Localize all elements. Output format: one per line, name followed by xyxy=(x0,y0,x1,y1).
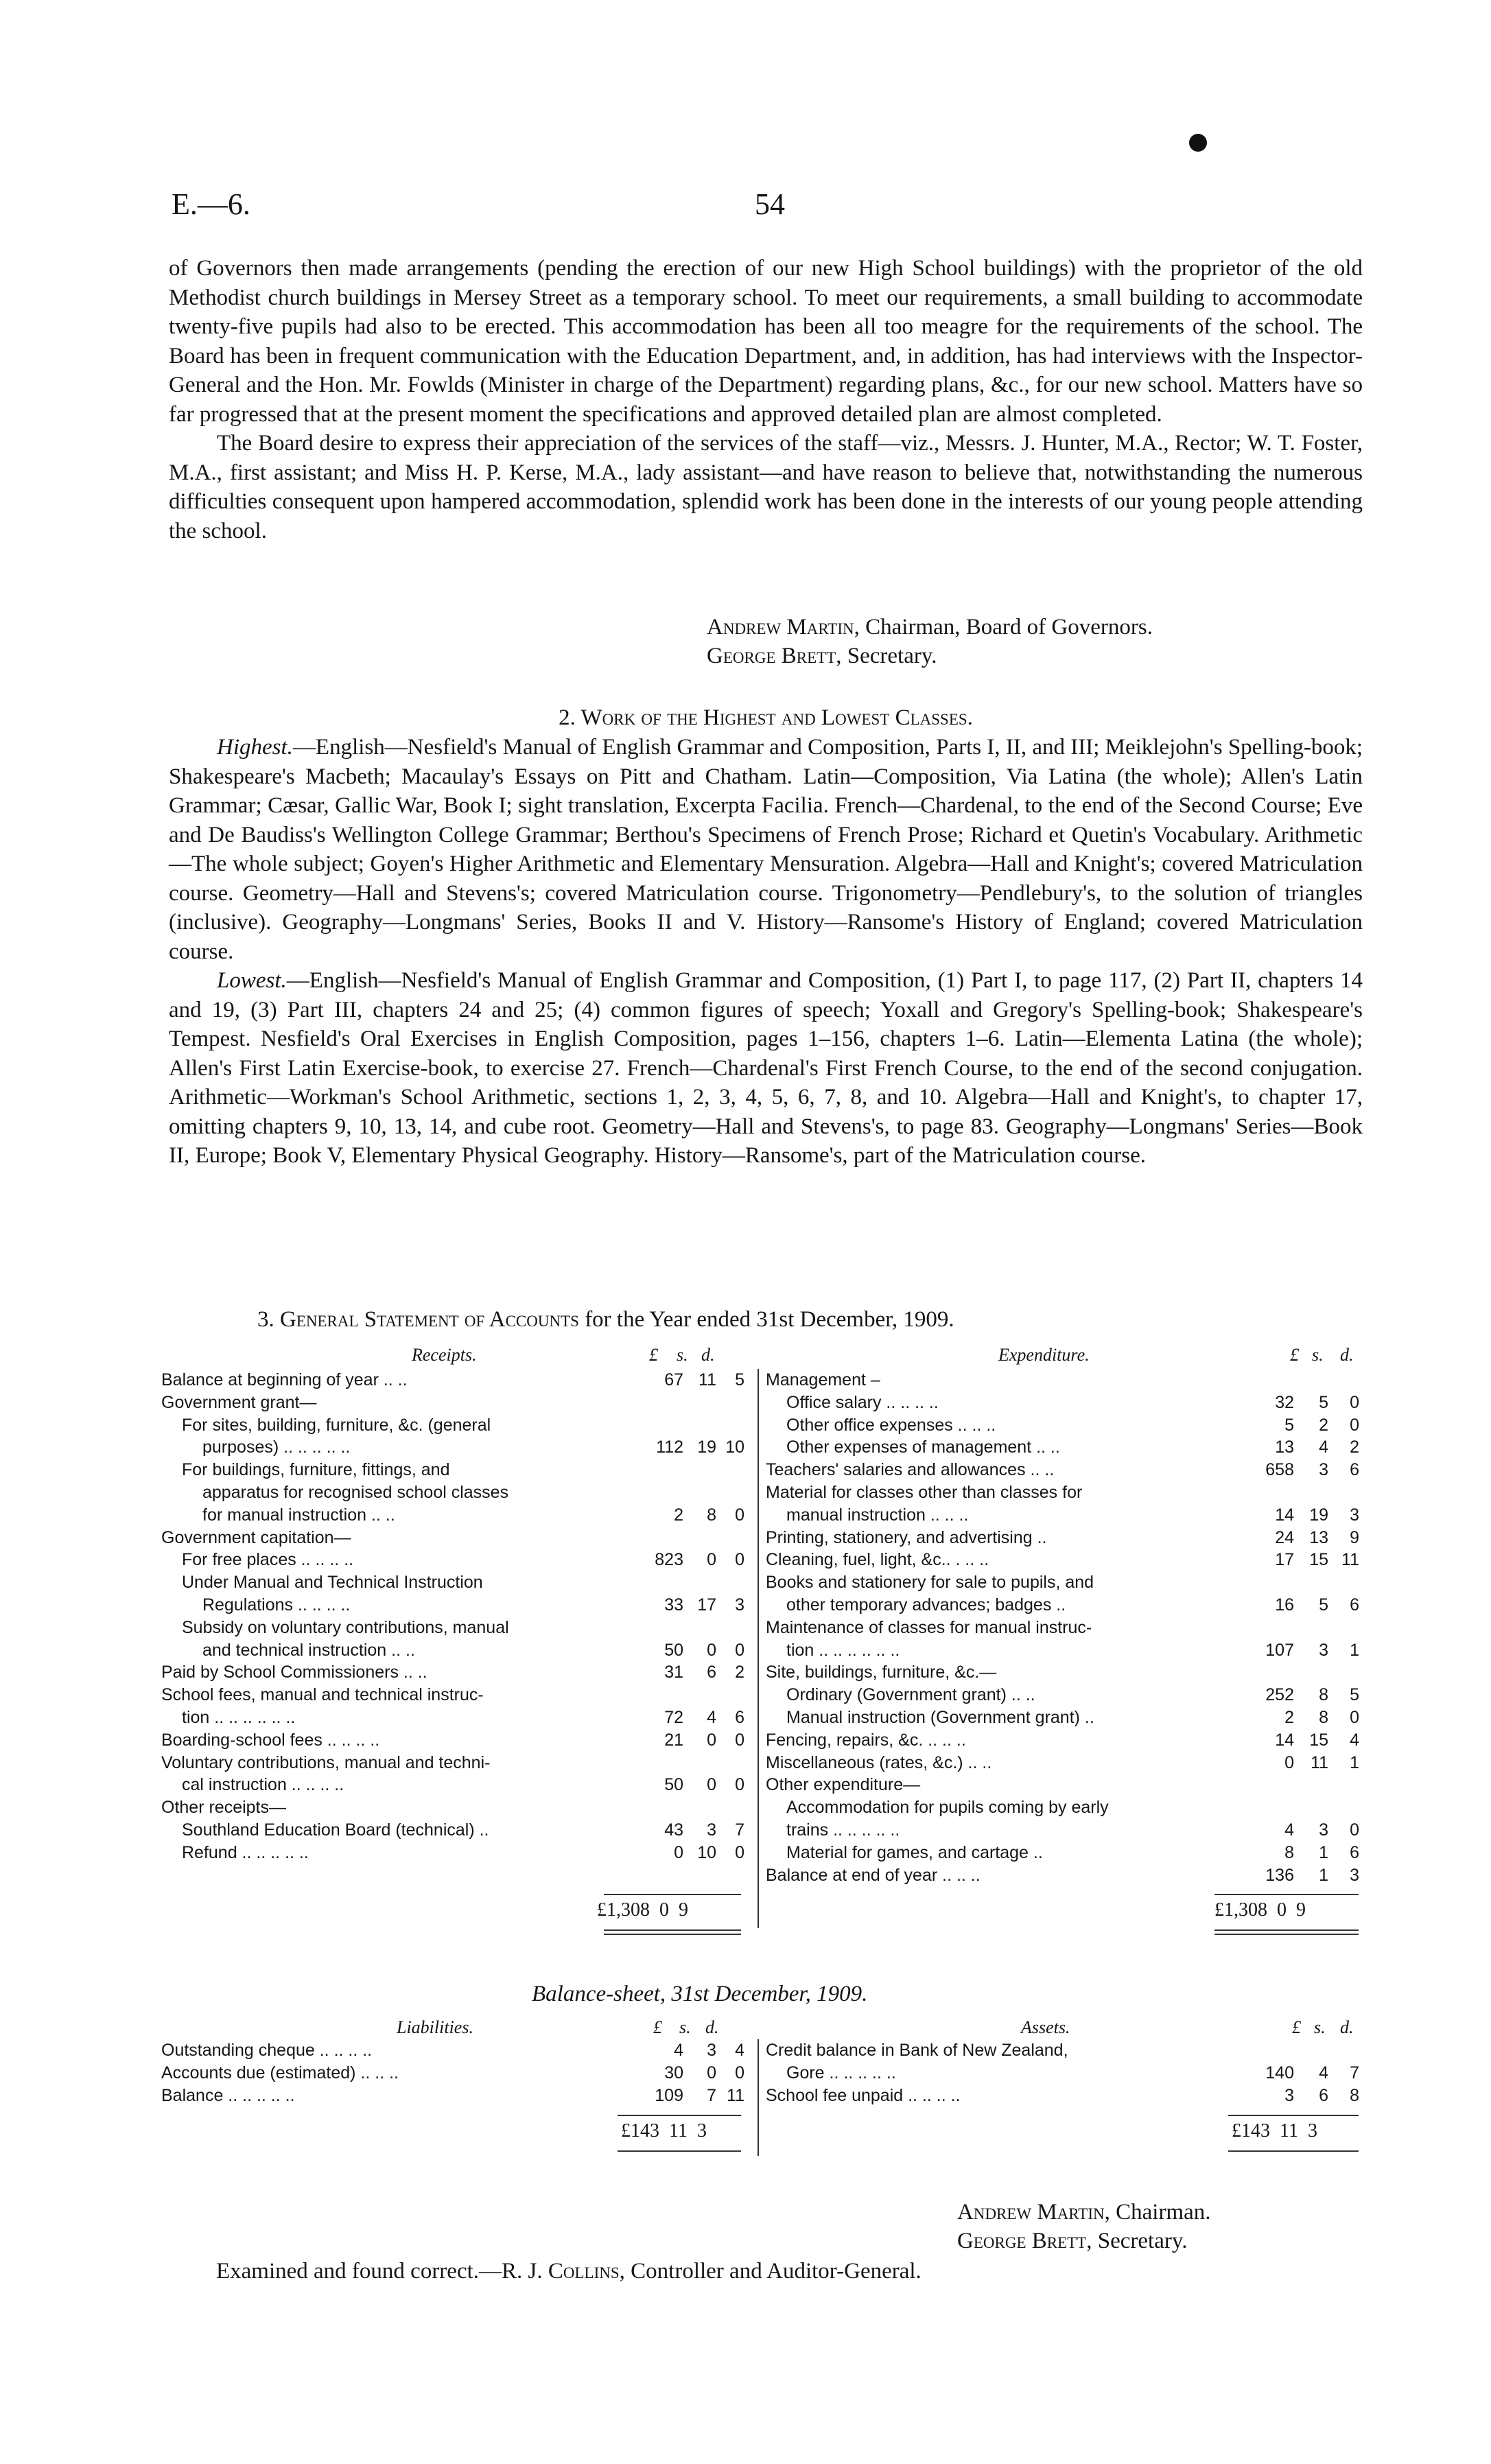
document-reference: E.—6. xyxy=(172,187,250,221)
paragraph-staff: The Board desire to express their appreciation of the services of the staff—viz., Messrs. J. Hunter, M.A., Rector; W. T. Foster, M.A., first assistant; and Miss H. P. Kerse, M.A., lady assistant—and have reason to believe that, notwithstanding the numerous difficulties consequent upon hampered accommodation, splendid work has been done in the interests of our young people attending the school. xyxy=(169,431,1363,543)
amount-s: 5 xyxy=(1319,1595,1328,1615)
table-row xyxy=(161,1459,748,1481)
amount-l: 3 xyxy=(1284,2085,1294,2105)
table-row xyxy=(161,1684,748,1706)
amount-d: 4 xyxy=(735,2041,744,2060)
amount-d: 5 xyxy=(1350,1685,1359,1705)
amount-s: 11 xyxy=(698,1370,716,1389)
row-label: Office salary .. .. .. .. xyxy=(786,1392,939,1412)
amount-s: 0 xyxy=(707,1640,716,1660)
amount-s: 0 xyxy=(707,1775,716,1795)
amount-l: 72 xyxy=(664,1707,683,1727)
amount-s: 15 xyxy=(1309,1550,1328,1570)
amount-d: 0 xyxy=(735,1505,744,1525)
amount-d: 6 xyxy=(1350,1842,1359,1862)
row-label: Balance .. .. .. .. .. xyxy=(161,2085,295,2105)
amount-d: 2 xyxy=(1350,1438,1359,1457)
amount-s: 5 xyxy=(1319,1392,1328,1412)
row-label: Balance at end of year .. .. .. xyxy=(766,1865,981,1885)
table-row xyxy=(766,1639,1363,1662)
section-2-heading: 2. Work of the Highest and Lowest Classes. xyxy=(559,705,973,730)
table-row xyxy=(766,1729,1363,1752)
row-label: Gore .. .. .. .. .. xyxy=(786,2063,896,2082)
table-row xyxy=(161,1594,748,1617)
table-row xyxy=(766,1774,1363,1796)
amount-l: 2 xyxy=(674,1505,683,1525)
amount-d: 8 xyxy=(1350,2085,1359,2105)
liab-col-pounds: £ xyxy=(653,2017,662,2037)
row-label: Credit balance in Bank of New Zealand, xyxy=(766,2041,1068,2060)
liab-col-pence: d. xyxy=(705,2017,719,2037)
accounts-heading: 3. General Statement of Accounts for the Year ended 31st December, 1909. xyxy=(257,1307,954,1332)
table-row xyxy=(766,1684,1363,1706)
amount-l: 16 xyxy=(1275,1595,1294,1615)
amount-s: 3 xyxy=(707,2041,716,2060)
amount-l: 24 xyxy=(1275,1527,1294,1547)
amount-l: 43 xyxy=(664,1820,683,1840)
amount-l: 252 xyxy=(1265,1685,1294,1705)
amount-d: 1 xyxy=(1350,1640,1359,1660)
amount-l: 17 xyxy=(1275,1550,1294,1570)
amount-s: 4 xyxy=(707,1707,716,1727)
receipts-heading: Receipts. xyxy=(412,1345,477,1365)
row-label: Site, buildings, furniture, &c.— xyxy=(766,1663,997,1682)
row-label: Paid by School Commissioners .. .. xyxy=(161,1663,427,1682)
amount-d: 5 xyxy=(735,1370,744,1389)
table-row xyxy=(161,1842,748,1864)
row-label: Miscellaneous (rates, &c.) .. .. xyxy=(766,1752,992,1772)
lowest-paragraph xyxy=(169,966,1363,1171)
amount-l: 50 xyxy=(664,1640,683,1660)
amount-s: 4 xyxy=(1319,1438,1328,1457)
amount-d: 11 xyxy=(727,2085,744,2105)
amount-s: 19 xyxy=(1309,1505,1328,1525)
signature-block-1 xyxy=(707,613,1153,670)
table-row xyxy=(766,1527,1363,1549)
row-label: Teachers' salaries and allowances .. .. xyxy=(766,1460,1055,1480)
table-row xyxy=(766,1549,1363,1571)
row-label: cal instruction .. .. .. .. xyxy=(182,1775,344,1795)
lowest-label: Lowest. xyxy=(217,968,287,993)
amount-l: 14 xyxy=(1275,1730,1294,1750)
amount-l: 136 xyxy=(1265,1865,1294,1885)
liabilities-heading: Liabilities. xyxy=(397,2017,473,2037)
printer-mark xyxy=(1189,134,1207,152)
receipts-col-pence: d. xyxy=(701,1345,715,1365)
chairman-title: , Chairman, Board of Governors. xyxy=(854,615,1153,640)
expenditure-heading: Expenditure. xyxy=(998,1345,1090,1365)
liabilities-table xyxy=(161,2039,748,2107)
amount-s: 19 xyxy=(697,1438,716,1457)
table-row xyxy=(161,2085,748,2107)
amount-d: 6 xyxy=(1350,1460,1359,1480)
liabilities-total: £143 11 3 xyxy=(621,2120,707,2142)
table-row xyxy=(161,1369,748,1392)
amount-s: 15 xyxy=(1309,1730,1328,1750)
amount-s: 13 xyxy=(1309,1527,1328,1547)
row-label: other temporary advances; badges .. xyxy=(786,1595,1066,1615)
amount-d: 4 xyxy=(1350,1730,1359,1750)
row-label: Maintenance of classes for manual instruc- xyxy=(766,1617,1092,1637)
table-row xyxy=(766,1661,1363,1684)
assets-heading: Assets. xyxy=(1021,2017,1070,2037)
amount-d: 11 xyxy=(1341,1550,1359,1570)
receipts-table xyxy=(161,1369,748,1864)
table-row xyxy=(161,1639,748,1662)
amount-d: 10 xyxy=(725,1438,744,1457)
amount-s: 1 xyxy=(1319,1865,1328,1885)
paragraph-governors: of Governors then made arrangements (pending the erection of our new High School buildings) with the proprietor of the old Methodist church buildings in Mersey Street as a temporary school. To meet our requirements, a small building to accommodate twenty-five pupils had also to be erected. This accommodation has been all too meagre for the requirements of the school. The Board has been in frequent communication with the Education Department, and, in addition, has had interviews with the Inspector-General and the Hon. Mr. Fowlds (Minister in charge of the Department) regarding plans, &c., for our new school. Matters have so far progressed that at the present moment the specifications and approved detailed plan are almost completed. xyxy=(169,256,1363,427)
amount-d: 6 xyxy=(735,1707,744,1727)
table-row xyxy=(161,1661,748,1684)
amount-s: 3 xyxy=(1319,1820,1328,1840)
amount-d: 0 xyxy=(735,1842,744,1862)
table-row xyxy=(766,1752,1363,1774)
table-row xyxy=(766,2039,1363,2062)
table-row xyxy=(766,1436,1363,1459)
row-label: Other expenses of management .. .. xyxy=(786,1438,1060,1457)
amount-s: 3 xyxy=(1319,1640,1328,1660)
table-row xyxy=(161,1617,748,1639)
highest-label: Highest. xyxy=(217,735,293,760)
amount-s: 0 xyxy=(707,1550,716,1570)
row-label: School fees, manual and technical instruc- xyxy=(161,1685,484,1705)
amount-s: 0 xyxy=(707,2063,716,2082)
assets-col-pounds: £ xyxy=(1292,2017,1301,2037)
table-row xyxy=(766,1504,1363,1527)
amount-s: 7 xyxy=(707,2085,716,2105)
row-label: trains .. .. .. .. .. xyxy=(786,1820,900,1840)
amount-l: 32 xyxy=(1275,1392,1294,1412)
amount-l: 30 xyxy=(664,2063,683,2082)
table-row xyxy=(766,1414,1363,1437)
table-row xyxy=(161,1549,748,1571)
receipts-col-shillings: s. xyxy=(677,1345,688,1365)
table-row xyxy=(161,1436,748,1459)
classes-text xyxy=(169,733,1363,1171)
highest-paragraph xyxy=(169,733,1363,966)
table-row xyxy=(766,1459,1363,1481)
amount-l: 50 xyxy=(664,1775,683,1795)
row-label: For buildings, furniture, fittings, and xyxy=(182,1460,450,1480)
amount-d: 9 xyxy=(1350,1527,1359,1547)
table-row xyxy=(766,1617,1363,1639)
amount-s: 8 xyxy=(1319,1707,1328,1727)
amount-s: 17 xyxy=(697,1595,716,1615)
amount-s: 6 xyxy=(707,1663,716,1682)
row-label: Accounts due (estimated) .. .. .. xyxy=(161,2063,399,2082)
table-row xyxy=(161,1571,748,1594)
balance-sheet-heading: Balance-sheet, 31st December, 1909. xyxy=(532,1982,868,2006)
amount-d: 0 xyxy=(735,1550,744,1570)
amount-d: 0 xyxy=(1350,1392,1359,1412)
expenditure-col-shillings: s. xyxy=(1312,1345,1324,1365)
expenditure-col-pounds: £ xyxy=(1290,1345,1299,1365)
table-row xyxy=(766,1796,1363,1819)
row-label: Books and stationery for sale to pupils, and xyxy=(766,1573,1094,1593)
amount-d: 2 xyxy=(735,1663,744,1682)
amount-l: 4 xyxy=(1284,1820,1294,1840)
row-label: Accommodation for pupils coming by early xyxy=(786,1798,1109,1818)
amount-s: 1 xyxy=(1319,1842,1328,1862)
amount-d: 3 xyxy=(1350,1505,1359,1525)
amount-s: 0 xyxy=(707,1730,716,1750)
row-label: apparatus for recognised school classes xyxy=(202,1482,509,1502)
assets-col-shillings: s. xyxy=(1314,2017,1326,2037)
amount-l: 0 xyxy=(1284,1752,1294,1772)
amount-d: 0 xyxy=(1350,1415,1359,1435)
amount-l: 0 xyxy=(674,1842,683,1862)
table-row xyxy=(766,1594,1363,1617)
secretary-name: George Brett xyxy=(707,644,836,668)
table-row xyxy=(766,2085,1363,2107)
row-label: Other office expenses .. .. .. xyxy=(786,1415,996,1435)
body-text xyxy=(169,254,1363,545)
receipts-total: £1,308 0 9 xyxy=(597,1899,688,1921)
amount-s: 3 xyxy=(1319,1460,1328,1480)
table-row xyxy=(161,1796,748,1819)
row-label: Cleaning, fuel, light, &c.. . .. .. xyxy=(766,1550,989,1570)
table-row xyxy=(161,1774,748,1796)
row-label: Refund .. .. .. .. .. xyxy=(182,1842,309,1862)
chairman-name: Andrew Martin xyxy=(707,615,854,640)
row-label: Management – xyxy=(766,1370,880,1389)
amount-d: 0 xyxy=(735,1775,744,1795)
liab-col-shillings: s. xyxy=(679,2017,691,2037)
amount-s: 8 xyxy=(707,1505,716,1525)
row-label: Voluntary contributions, manual and techni- xyxy=(161,1752,491,1772)
row-label: Material for classes other than classes for xyxy=(766,1482,1083,1502)
amount-s: 11 xyxy=(1311,1752,1328,1772)
amount-l: 13 xyxy=(1275,1438,1294,1457)
table-row xyxy=(766,1864,1363,1887)
row-label: Other expenditure— xyxy=(766,1775,921,1795)
amount-d: 0 xyxy=(735,1640,744,1660)
amount-d: 0 xyxy=(735,2063,744,2082)
row-label: and technical instruction .. .. xyxy=(202,1640,415,1660)
assets-col-pence: d. xyxy=(1340,2017,1354,2037)
row-label: For free places .. .. .. .. xyxy=(182,1550,354,1570)
amount-l: 112 xyxy=(656,1438,683,1457)
amount-l: 107 xyxy=(1265,1640,1294,1660)
amount-d: 1 xyxy=(1350,1752,1359,1772)
amount-s: 3 xyxy=(707,1820,716,1840)
amount-l: 109 xyxy=(655,2085,683,2105)
amount-l: 33 xyxy=(664,1595,683,1615)
row-label: Manual instruction (Government grant) .. xyxy=(786,1707,1094,1727)
amount-d: 7 xyxy=(1350,2063,1359,2082)
row-label: Government capitation— xyxy=(161,1527,351,1547)
amount-d: 0 xyxy=(1350,1820,1359,1840)
amount-l: 658 xyxy=(1265,1460,1294,1480)
row-label: Outstanding cheque .. .. .. .. xyxy=(161,2041,373,2060)
row-label: Fencing, repairs, &c. .. .. .. xyxy=(766,1730,966,1750)
table-row xyxy=(161,1729,748,1752)
amount-l: 2 xyxy=(1284,1707,1294,1727)
table-row xyxy=(161,1392,748,1414)
table-row xyxy=(161,1819,748,1842)
table-row xyxy=(161,1527,748,1549)
amount-l: 5 xyxy=(1284,1415,1294,1435)
expenditure-col-pence: d. xyxy=(1340,1345,1354,1365)
amount-d: 7 xyxy=(735,1820,744,1840)
row-label: purposes) .. .. .. .. .. xyxy=(202,1438,351,1457)
row-label: Southland Education Board (technical) .. xyxy=(182,1820,489,1840)
amount-s: 6 xyxy=(1319,2085,1328,2105)
row-label: Subsidy on voluntary contributions, manual xyxy=(182,1617,509,1637)
assets-table xyxy=(766,2039,1363,2107)
table-row xyxy=(766,1369,1363,1392)
row-label: Ordinary (Government grant) .. .. xyxy=(786,1685,1035,1705)
row-label: Under Manual and Technical Instruction xyxy=(182,1573,483,1593)
amount-l: 14 xyxy=(1275,1505,1294,1525)
secretary-title: , Secretary. xyxy=(836,644,937,668)
table-row xyxy=(161,1706,748,1729)
table-row xyxy=(766,1842,1363,1864)
amount-s: 2 xyxy=(1319,1415,1328,1435)
amount-s: 8 xyxy=(1319,1685,1328,1705)
table-row xyxy=(766,1571,1363,1594)
table-row xyxy=(161,1481,748,1504)
signature-block-2: Andrew Martin, Chairman. George Brett, Secretary. xyxy=(957,2200,1211,2253)
table-row xyxy=(766,2062,1363,2085)
row-label: Regulations .. .. .. .. xyxy=(202,1595,351,1615)
auditor-note: Examined and found correct.—R. J. Collins, Controller and Auditor-General. xyxy=(216,2259,921,2284)
amount-l: 21 xyxy=(664,1730,683,1750)
receipts-col-pounds: £ xyxy=(649,1345,658,1365)
row-label: Other receipts— xyxy=(161,1798,287,1818)
row-label: Boarding-school fees .. .. .. .. xyxy=(161,1730,380,1750)
amount-l: 823 xyxy=(655,1550,683,1570)
expenditure-table xyxy=(766,1369,1363,1886)
table-row xyxy=(161,1414,748,1437)
page-number: 54 xyxy=(755,187,785,221)
amount-d: 3 xyxy=(1350,1865,1359,1885)
amount-d: 0 xyxy=(1350,1707,1359,1727)
row-label: tion .. .. .. .. .. .. xyxy=(786,1640,900,1660)
row-label: Printing, stationery, and advertising .. xyxy=(766,1527,1047,1547)
row-label: For sites, building, furniture, &c. (general xyxy=(182,1415,491,1435)
amount-l: 140 xyxy=(1265,2063,1294,2082)
row-label: Balance at beginning of year .. .. xyxy=(161,1370,408,1389)
amount-l: 8 xyxy=(1284,1842,1294,1862)
table-row xyxy=(766,1819,1363,1842)
row-label: Government grant— xyxy=(161,1392,317,1412)
amount-s: 10 xyxy=(697,1842,716,1862)
amount-d: 0 xyxy=(735,1730,744,1750)
table-row xyxy=(161,2039,748,2062)
table-row xyxy=(766,1392,1363,1414)
row-label: Material for games, and cartage .. xyxy=(786,1842,1043,1862)
row-label: tion .. .. .. .. .. .. xyxy=(182,1707,296,1727)
amount-d: 3 xyxy=(735,1595,744,1615)
row-label: School fee unpaid .. .. .. .. xyxy=(766,2085,961,2105)
table-row xyxy=(161,1752,748,1774)
table-row xyxy=(161,1504,748,1527)
assets-total: £143 11 3 xyxy=(1232,2120,1317,2142)
amount-d: 6 xyxy=(1350,1595,1359,1615)
amount-l: 67 xyxy=(664,1370,683,1389)
lowest-text: —English—Nesfield's Manual of English Grammar and Composition, (1) Part I, to page 117, (2) Part II, chapters 14 and 19, (3) Part III, chapters 24 and 25; (4) common figures of speech; Yoxall and Gregory's Spelling-book; Shakespeare's Tempest. Nesfield's Oral Exercises in English Composition, pages 1–156, chapters 1–6. Latin—Elementa Latina (the whole); Allen's First Latin Exercise-book, to exercise 27. French—Chardenal's First French Course, to the end of the second conjugation. Arithmetic—Workman's School Arithmetic, sections 1, 2, 3, 4, 5, 6, 7, 8, and 10. Algebra—Hall and Knight's, to chapter 17, omitting chapters 9, 10, 13, 14, and cube root. Geometry—Hall and Stevens's, to page 83. Geography—Longmans' Series—Book II, Europe; Book V, Elementary Physical Geography. History—Ransome's, part of the Matriculation course. xyxy=(169,968,1363,1168)
table-row xyxy=(766,1481,1363,1504)
table-row xyxy=(766,1706,1363,1729)
amount-l: 31 xyxy=(664,1663,683,1682)
expenditure-total: £1,308 0 9 xyxy=(1214,1899,1306,1921)
row-label: manual instruction .. .. .. xyxy=(786,1505,969,1525)
amount-s: 4 xyxy=(1319,2063,1328,2082)
table-row xyxy=(161,2062,748,2085)
amount-l: 4 xyxy=(674,2041,683,2060)
row-label: for manual instruction .. .. xyxy=(202,1505,395,1525)
highest-text: —English—Nesfield's Manual of English Grammar and Composition, Parts I, II, and III; Meiklejohn's Spelling-book; Shakespeare's Macbeth; Macaulay's Essays on Pitt and Chatham. Latin—Composition, Via Latina (the whole); Allen's Latin Grammar; Cæsar, Gallic War, Book I; sight translation, Excerpta Facilia. French—Chardenal, to the end of the Second Course; Eve and De Baudiss's Wellington College Grammar; Berthou's Specimens of French Prose; Richard et Quetin's Vocabulary. Arithmetic—The whole subject; Goyen's Higher Arithmetic and Elementary Mensuration. Algebra—Hall and Knight's; covered Matriculation course. Geometry—Hall and Stevens's; covered Matriculation course. Trigonometry—Pendlebury's, to the solution of triangles (inclusive). Geography—Longmans' Series, Books II and V. History—Ransome's History of England; covered Matriculation course. xyxy=(169,735,1363,964)
